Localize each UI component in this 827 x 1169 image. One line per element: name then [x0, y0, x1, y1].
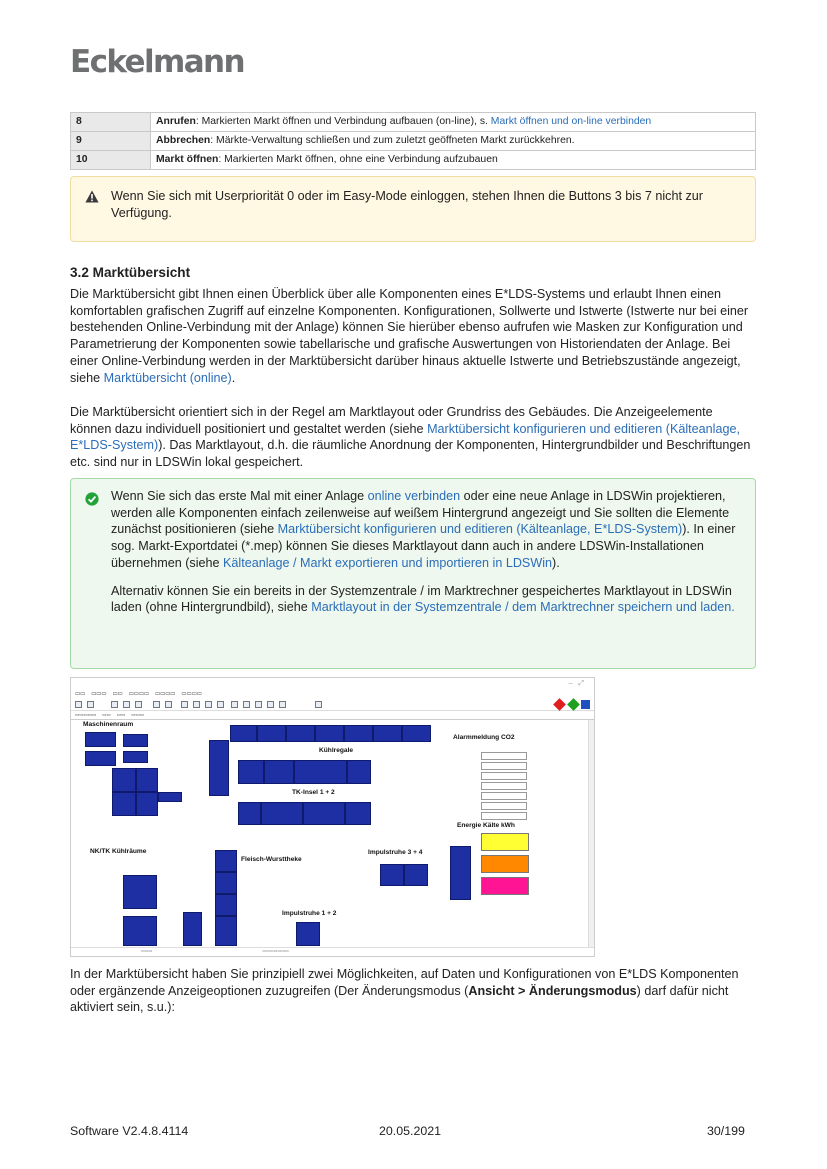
- label-impulstruhe-1-2: Impulstruhe 1 + 2: [282, 910, 337, 917]
- component-block[interactable]: [344, 725, 373, 742]
- check-circle-icon: [85, 492, 99, 511]
- table-row: [71, 113, 756, 132]
- component-block[interactable]: [215, 850, 237, 872]
- component-block[interactable]: [112, 792, 136, 816]
- intro-paragraph: [70, 286, 756, 386]
- component-block[interactable]: [238, 802, 261, 825]
- paragraph-text: Die Marktübersicht orientiert sich in der Regel am Marktlayout oder Grundriss des Gebäudes. Die Anzeigeelemente können dazu individuell positioniert und gestaltet werden (siehe: [70, 405, 713, 436]
- toolbar-icon: [123, 701, 130, 708]
- energy-box[interactable]: [481, 877, 529, 895]
- component-block[interactable]: [264, 760, 294, 784]
- window-menubar: [71, 690, 594, 699]
- toolbar-icon: [279, 701, 286, 708]
- window-tabs: [71, 711, 594, 720]
- access-paragraph: [70, 966, 756, 1016]
- toolbar-icon: [193, 701, 200, 708]
- toolbar-icon: [243, 701, 250, 708]
- button-description-table: [70, 112, 756, 170]
- component-block[interactable]: [257, 725, 286, 742]
- toolbar-icon: [217, 701, 224, 708]
- toolbar-icon: [135, 701, 142, 708]
- component-block[interactable]: [136, 768, 158, 792]
- status-icon-green: [567, 698, 580, 711]
- component-block[interactable]: [294, 760, 347, 784]
- status-icon-blue: [581, 700, 590, 709]
- menu-item: ▭▭▭▭: [181, 691, 202, 697]
- market-layout-canvas: [71, 720, 590, 948]
- table-row: [71, 151, 756, 170]
- table-row: [71, 132, 756, 151]
- paragraph-text: Die Marktübersicht gibt Ihnen einen Überblick über alle Komponenten eines E*LDS-Systems und erlaubt Ihnen einen komfortablen grafischen Zugriff auf einzelne Komponenten. Konfigurationen, Sollwerte und Istwerte (Istwerte nur bei einer bestehenden Online-Verbindung mit der Anlage) können Sie hierüber ebenso aufrufen wie Masken zur Konfiguration und Parametrierung der Komponenten sowie tabellarische und grafische Auswertungen von Historiendaten der Anlage. Bei einer Online-Verbindung werden in der Marktübersicht darüber hinaus aktuelle Istwerte und Betriebszustände angezeigt, siehe: [70, 287, 749, 385]
- row-text: : Märkte-Verwaltung schließen und zum zuletzt geöffneten Markt zurückkehren.: [210, 135, 575, 147]
- note-text: ). In einer sog. Markt-Exportdatei (*.mep) können Sie dieses Marktlayout dann auch in andere LDSWin-Installationen übernehmen (siehe: [111, 522, 736, 570]
- menu-item: ▭▭: [75, 691, 86, 697]
- row-description: [151, 132, 756, 151]
- row-description: [151, 151, 756, 170]
- toolbar-icon: [153, 701, 160, 708]
- component-block[interactable]: [347, 760, 371, 784]
- market-overview-screenshot: [70, 677, 595, 957]
- paragraph-text: ) darf dafür nicht aktiviert sein, s.u.):: [70, 983, 729, 1015]
- toolbar-icon: [111, 701, 118, 708]
- toolbar-icon: [231, 701, 238, 708]
- alarm-entry[interactable]: [481, 772, 527, 780]
- row-term: Markt öffnen: [156, 154, 219, 166]
- component-block[interactable]: [315, 725, 344, 742]
- alarm-entry[interactable]: [481, 782, 527, 790]
- tab: ▭▭: [102, 712, 111, 717]
- toolbar-icon: [205, 701, 212, 708]
- row-term: Abbrechen: [156, 135, 211, 147]
- paragraph-bold: Ansicht > Änderungsmodus: [468, 983, 637, 998]
- alarm-icon-red: [553, 698, 566, 711]
- layout-paragraph: [70, 404, 756, 471]
- row-text: : Markierten Markt öffnen und Verbindung aufbauen (on-line), s.: [195, 116, 491, 128]
- footer-software: Software V2.4.8.4114: [70, 1124, 189, 1138]
- component-block[interactable]: [261, 802, 303, 825]
- window-titlebar: [71, 678, 594, 690]
- window-statusbar: [71, 947, 594, 956]
- note-text: ).: [552, 555, 560, 570]
- link-online-verbinden[interactable]: online verbinden: [367, 489, 461, 503]
- component-block[interactable]: [303, 802, 345, 825]
- component-block[interactable]: [373, 725, 402, 742]
- toolbar-icon: [75, 701, 82, 708]
- row-number: 8: [71, 113, 151, 132]
- paragraph-end: .: [231, 370, 236, 385]
- energy-box[interactable]: [481, 855, 529, 873]
- label-kuehlregale: Kühlregale: [319, 747, 354, 754]
- menu-item: ▭▭▭: [91, 691, 107, 697]
- component-block[interactable]: [136, 792, 158, 816]
- menu-item: ▭▭▭▭: [128, 691, 150, 697]
- note-text: Alternativ können Sie ein bereits in der Systemzentrale / im Marktrechner gespeichertes Marktlayout in LDSWin laden (ohne Hintergrundbild), siehe: [111, 583, 732, 615]
- menu-item: ▭▭: [112, 691, 123, 697]
- component-block[interactable]: [112, 768, 136, 792]
- label-nk-tk-kuehlraeume: NK/TK Kühlräume: [90, 848, 147, 855]
- alarm-entry[interactable]: [481, 812, 527, 820]
- row-text: : Markierten Markt öffnen, ohne eine Verbindung aufzubauen: [218, 154, 498, 166]
- component-block[interactable]: [296, 922, 320, 946]
- status-field: ▭▭▭▭▭▭▭: [262, 948, 289, 953]
- label-maschinenraum: Maschinenraum: [83, 721, 134, 728]
- component-block[interactable]: [230, 725, 257, 742]
- row-number: 9: [71, 132, 151, 151]
- label-fleisch-wursttheke: Fleisch-Wursttheke: [241, 856, 302, 863]
- alarm-entry[interactable]: [481, 792, 527, 800]
- success-note: [70, 478, 756, 669]
- row-description: [151, 113, 756, 132]
- link-markt-exportieren[interactable]: Kälteanlage / Markt exportieren und importieren in LDSWin: [223, 555, 553, 570]
- status-field: ▭▭▭: [141, 948, 153, 953]
- note-text: Wenn Sie sich das erste Mal mit einer Anlage: [111, 489, 368, 503]
- component-block[interactable]: [238, 760, 264, 784]
- component-block[interactable]: [215, 872, 237, 894]
- component-block[interactable]: [215, 894, 237, 916]
- alarm-entry[interactable]: [481, 762, 527, 770]
- component-block[interactable]: [85, 732, 116, 747]
- label-energie: Energie Kälte kWh: [457, 822, 515, 829]
- label-tk-insel: TK-Insel 1 + 2: [292, 789, 335, 796]
- component-block[interactable]: [215, 916, 237, 946]
- component-block[interactable]: [123, 916, 157, 946]
- row-number: 10: [71, 151, 151, 170]
- label-alarmmeldung: Alarmmeldung CO2: [453, 734, 515, 741]
- alarm-entry[interactable]: [481, 752, 527, 760]
- menu-item: ▭▭▭▭: [155, 691, 176, 697]
- link-marktuebersicht-konfigurieren-2[interactable]: Marktübersicht konfigurieren und editieren (Kälteanlage, E*LDS-System): [277, 522, 683, 537]
- component-block[interactable]: [123, 751, 148, 763]
- toolbar-icon: [181, 701, 188, 708]
- toolbar-icon: [87, 701, 94, 708]
- component-block[interactable]: [158, 792, 182, 802]
- component-block[interactable]: [402, 725, 431, 742]
- toolbar-icon: [255, 701, 262, 708]
- window-toolbar: [71, 699, 594, 711]
- success-paragraph-2: [111, 583, 741, 616]
- paragraph-text: In der Marktübersicht haben Sie prinzipiell zwei Möglichkeiten, auf Daten und Konfigurationen von E*LDS Komponenten oder ergänzende Anzeigeoptionen zuzugreifen (Der Änderungsmodus (: [70, 967, 739, 998]
- link-marktuebersicht-online[interactable]: Marktübersicht (online): [103, 370, 232, 385]
- tab: ▭▭: [116, 712, 126, 717]
- eckelmann-logo: Eckelmann: [70, 44, 244, 80]
- component-block[interactable]: [183, 912, 202, 946]
- row-term: Anrufen: [156, 116, 196, 128]
- link-markt-oeffnen[interactable]: Markt öffnen und on-line verbinden: [490, 116, 652, 128]
- alarm-entry[interactable]: [481, 802, 527, 810]
- paragraph-text: ). Das Marktlayout, d.h. die räumliche Anordnung der Komponenten, Hintergrundbilder und Beschriftungen etc. sind nur in LDSWin lokal gespeichert.: [70, 438, 751, 470]
- footer-page: 30/199: [707, 1124, 745, 1138]
- toolbar-icon: [315, 701, 322, 708]
- component-block[interactable]: [123, 875, 157, 909]
- link-marktuebersicht-konfigurieren[interactable]: Marktübersicht konfigurieren und editieren (Kälteanlage, E*LDS-System): [70, 421, 740, 453]
- component-block[interactable]: [85, 751, 116, 766]
- tab: ▭▭▭: [131, 712, 145, 717]
- component-block[interactable]: [380, 864, 404, 886]
- component-block[interactable]: [286, 725, 315, 742]
- component-block[interactable]: [345, 802, 371, 825]
- tab: ▭▭▭▭▭: [75, 712, 97, 717]
- note-text: oder eine neue Anlage in LDSWin projektieren, werden alle Komponenten einfach zeilenweise auf weißem Hintergrund angezeigt und Sie sollten die Elemente zunächst positionieren (siehe: [111, 489, 730, 537]
- component-block[interactable]: [450, 846, 471, 900]
- section-heading: 3.2 Marktübersicht: [70, 265, 191, 280]
- footer-date: 20.05.2021: [379, 1124, 442, 1138]
- toolbar-icon: [165, 701, 172, 708]
- component-block[interactable]: [404, 864, 428, 886]
- window-controls: – ⤢: [568, 680, 584, 687]
- link-marktlayout-speichern[interactable]: Marktlayout in der Systemzentrale / dem Marktrechner speichern und laden.: [311, 600, 735, 615]
- vertical-scrollbar[interactable]: [588, 720, 594, 948]
- warning-note: [70, 176, 756, 242]
- toolbar-icon: [267, 701, 274, 708]
- component-block[interactable]: [123, 734, 148, 747]
- label-impulstruhe-3-4: Impulstruhe 3 + 4: [368, 849, 423, 856]
- component-block[interactable]: [209, 740, 229, 796]
- success-paragraph-1: [111, 488, 741, 572]
- warning-icon: [85, 190, 99, 208]
- energy-box[interactable]: [481, 833, 529, 851]
- warning-text: Wenn Sie sich mit Userpriorität 0 oder im Easy-Mode einloggen, stehen Ihnen die Buttons 3 bis 7 nicht zur Verfügung.: [111, 189, 703, 220]
